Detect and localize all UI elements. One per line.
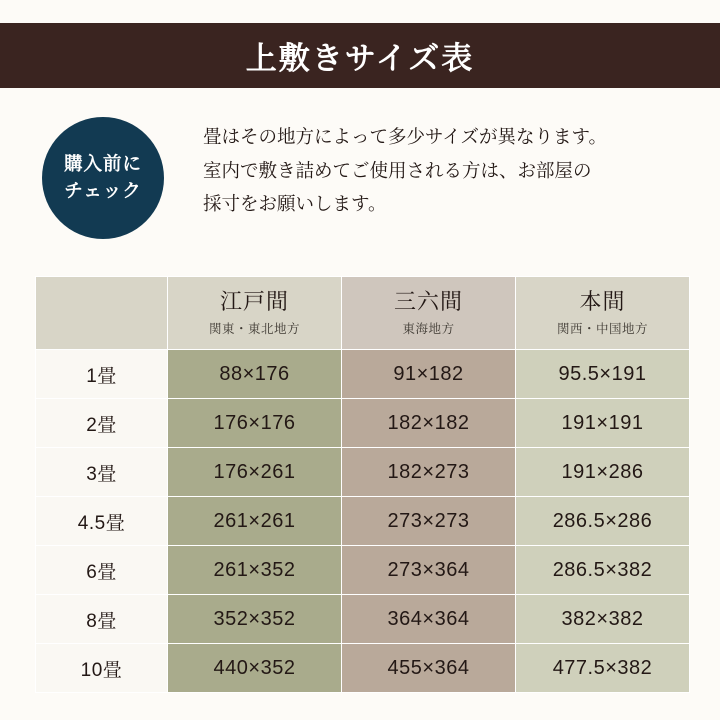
row-label: 3畳: [36, 448, 168, 497]
table-head: [36, 277, 690, 350]
row-label: 6畳: [36, 546, 168, 595]
check-before-purchase-badge: [42, 117, 164, 239]
cell-sanroku: 273×364: [342, 546, 516, 595]
table-header-honma-sub: 関西・中国地方: [556, 321, 648, 336]
row-label: 2畳: [36, 399, 168, 448]
cell-honma: 95.5×191: [516, 350, 690, 399]
cell-edoma: 261×352: [168, 546, 342, 595]
notice-text-line-3: 採寸をお願いします。: [203, 193, 387, 215]
table-row: [36, 497, 690, 546]
page-header-bar: [0, 23, 720, 88]
notice-section: [0, 100, 720, 250]
cell-edoma: 440×352: [168, 644, 342, 693]
cell-honma: 477.5×382: [516, 644, 690, 693]
cell-sanroku: 364×364: [342, 595, 516, 644]
cell-edoma: 261×261: [168, 497, 342, 546]
table-header-corner: [36, 277, 168, 350]
cell-sanroku: 455×364: [342, 644, 516, 693]
table-header-row: [36, 277, 690, 350]
cell-sanroku: 182×273: [342, 448, 516, 497]
cell-honma: 286.5×382: [516, 546, 690, 595]
cell-sanroku: 182×182: [342, 399, 516, 448]
table-header-edoma-main: 江戸間: [219, 289, 289, 315]
table-row: [36, 595, 690, 644]
table-row: [36, 399, 690, 448]
table-header-edoma: [168, 277, 342, 350]
cell-honma: 191×191: [516, 399, 690, 448]
notice-text: [203, 120, 693, 221]
row-label: 1畳: [36, 350, 168, 399]
table-header-edoma-sub: 関東・東北地方: [208, 321, 300, 336]
cell-sanroku: 91×182: [342, 350, 516, 399]
table-header-sanroku-sub: 東海地方: [402, 321, 455, 336]
cell-honma: 286.5×286: [516, 497, 690, 546]
badge-line-1: 購入前に: [63, 153, 142, 175]
table-row: [36, 350, 690, 399]
table-header-sanroku-main: 三六間: [393, 289, 463, 315]
cell-edoma: 88×176: [168, 350, 342, 399]
table-row: [36, 546, 690, 595]
cell-honma: 382×382: [516, 595, 690, 644]
table-row: [36, 448, 690, 497]
notice-text-line-1: 畳はその地方によって多少サイズが異なります。: [203, 126, 608, 147]
row-label: 8畳: [36, 595, 168, 644]
cell-edoma: 352×352: [168, 595, 342, 644]
cell-sanroku: 273×273: [342, 497, 516, 546]
row-label: 4.5畳: [36, 497, 168, 546]
badge-line-2: チェック: [64, 180, 142, 201]
size-table: [35, 276, 690, 693]
cell-honma: 191×286: [516, 448, 690, 497]
table-row: [36, 644, 690, 693]
cell-edoma: 176×261: [168, 448, 342, 497]
table-body: [36, 350, 690, 693]
notice-text-line-2: 室内で敷き詰めてご使用される方は、お部屋の: [203, 159, 592, 181]
table-header-sanroku: [342, 277, 516, 350]
cell-edoma: 176×176: [168, 399, 342, 448]
table-header-honma: [516, 277, 690, 350]
row-label: 10畳: [36, 644, 168, 693]
page-title: 上敷きサイズ表: [245, 41, 475, 76]
table-header-honma-main: 本間: [579, 289, 626, 315]
